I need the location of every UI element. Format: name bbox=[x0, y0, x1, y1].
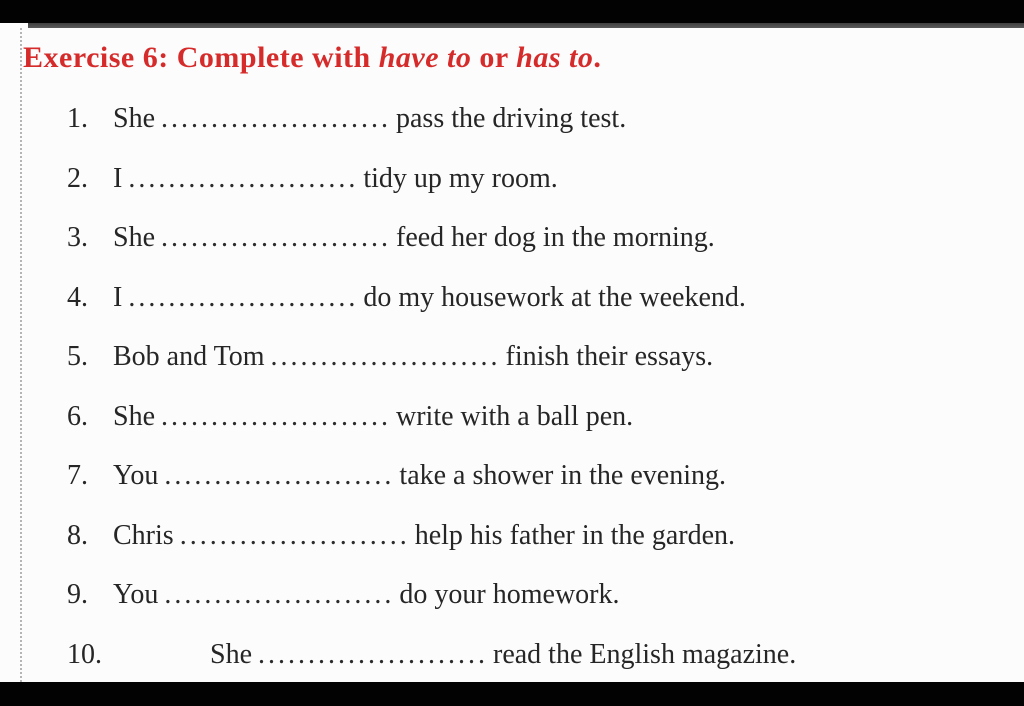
item-rest: do my housework at the weekend. bbox=[363, 281, 746, 313]
item-number: 1. bbox=[67, 103, 88, 134]
item-subject: You bbox=[113, 579, 159, 610]
exercise-item-4 bbox=[0, 268, 1024, 328]
item-blank: ....................... bbox=[128, 281, 359, 313]
exercise-item-1 bbox=[0, 89, 1024, 149]
item-blank: ....................... bbox=[258, 638, 488, 670]
exercise-item-2 bbox=[0, 149, 1024, 209]
bottom-letterbox-bar bbox=[0, 682, 1024, 706]
top-shadow-strip bbox=[28, 23, 1024, 28]
item-subject: Bob and Tom bbox=[113, 341, 265, 372]
item-number: 6. bbox=[67, 400, 88, 432]
exercise-item-10 bbox=[0, 625, 1024, 685]
item-number: 3. bbox=[67, 222, 88, 253]
item-subject: She bbox=[113, 400, 155, 432]
exercise-item-9 bbox=[0, 565, 1024, 625]
heading-prefix: Exercise 6: Complete with bbox=[23, 41, 379, 74]
item-rest: do your homework. bbox=[399, 579, 620, 610]
exercise-item-5 bbox=[0, 327, 1024, 387]
exercise-item-3 bbox=[0, 208, 1024, 268]
item-rest: write with a ball pen. bbox=[396, 400, 634, 432]
exercise-heading bbox=[23, 38, 601, 78]
item-blank: ....................... bbox=[164, 579, 395, 610]
item-rest: finish their essays. bbox=[505, 341, 714, 372]
item-rest: tidy up my room. bbox=[363, 162, 558, 194]
item-rest: feed her dog in the morning. bbox=[396, 222, 715, 253]
exercise-item-8 bbox=[0, 506, 1024, 566]
heading-connector: or bbox=[471, 41, 517, 74]
heading-term-have-to: have to bbox=[378, 41, 472, 74]
item-blank: ....................... bbox=[270, 341, 501, 372]
item-rest: pass the driving test. bbox=[396, 103, 627, 134]
item-subject: She bbox=[210, 638, 252, 670]
item-subject: You bbox=[113, 460, 159, 491]
item-subject: I bbox=[113, 162, 123, 194]
item-blank: ....................... bbox=[164, 460, 395, 491]
item-blank: ....................... bbox=[161, 222, 391, 253]
item-blank: ....................... bbox=[161, 103, 391, 134]
item-subject: Chris bbox=[113, 519, 174, 551]
item-blank: ....................... bbox=[161, 400, 391, 432]
item-rest: help his father in the garden. bbox=[414, 519, 736, 551]
item-subject: She bbox=[113, 103, 155, 134]
item-number: 4. bbox=[67, 281, 88, 313]
item-blank: ....................... bbox=[128, 162, 359, 194]
item-blank: ....................... bbox=[179, 519, 410, 551]
exercise-item-7 bbox=[0, 446, 1024, 506]
item-number: 9. bbox=[67, 579, 88, 610]
top-letterbox-bar bbox=[0, 0, 1024, 23]
item-rest: take a shower in the evening. bbox=[399, 460, 726, 491]
item-number: 5. bbox=[67, 341, 88, 372]
exercise-item-6 bbox=[0, 387, 1024, 447]
item-number: 8. bbox=[67, 519, 88, 551]
item-number: 7. bbox=[67, 460, 88, 491]
heading-suffix: . bbox=[593, 41, 602, 74]
item-subject: She bbox=[113, 222, 155, 253]
exercise-list bbox=[0, 89, 1024, 684]
item-rest: read the English magazine. bbox=[493, 638, 797, 670]
heading-term-has-to: has to bbox=[516, 41, 594, 74]
item-number: 2. bbox=[67, 162, 88, 194]
item-number: 10. bbox=[67, 638, 102, 670]
item-subject: I bbox=[113, 281, 123, 313]
